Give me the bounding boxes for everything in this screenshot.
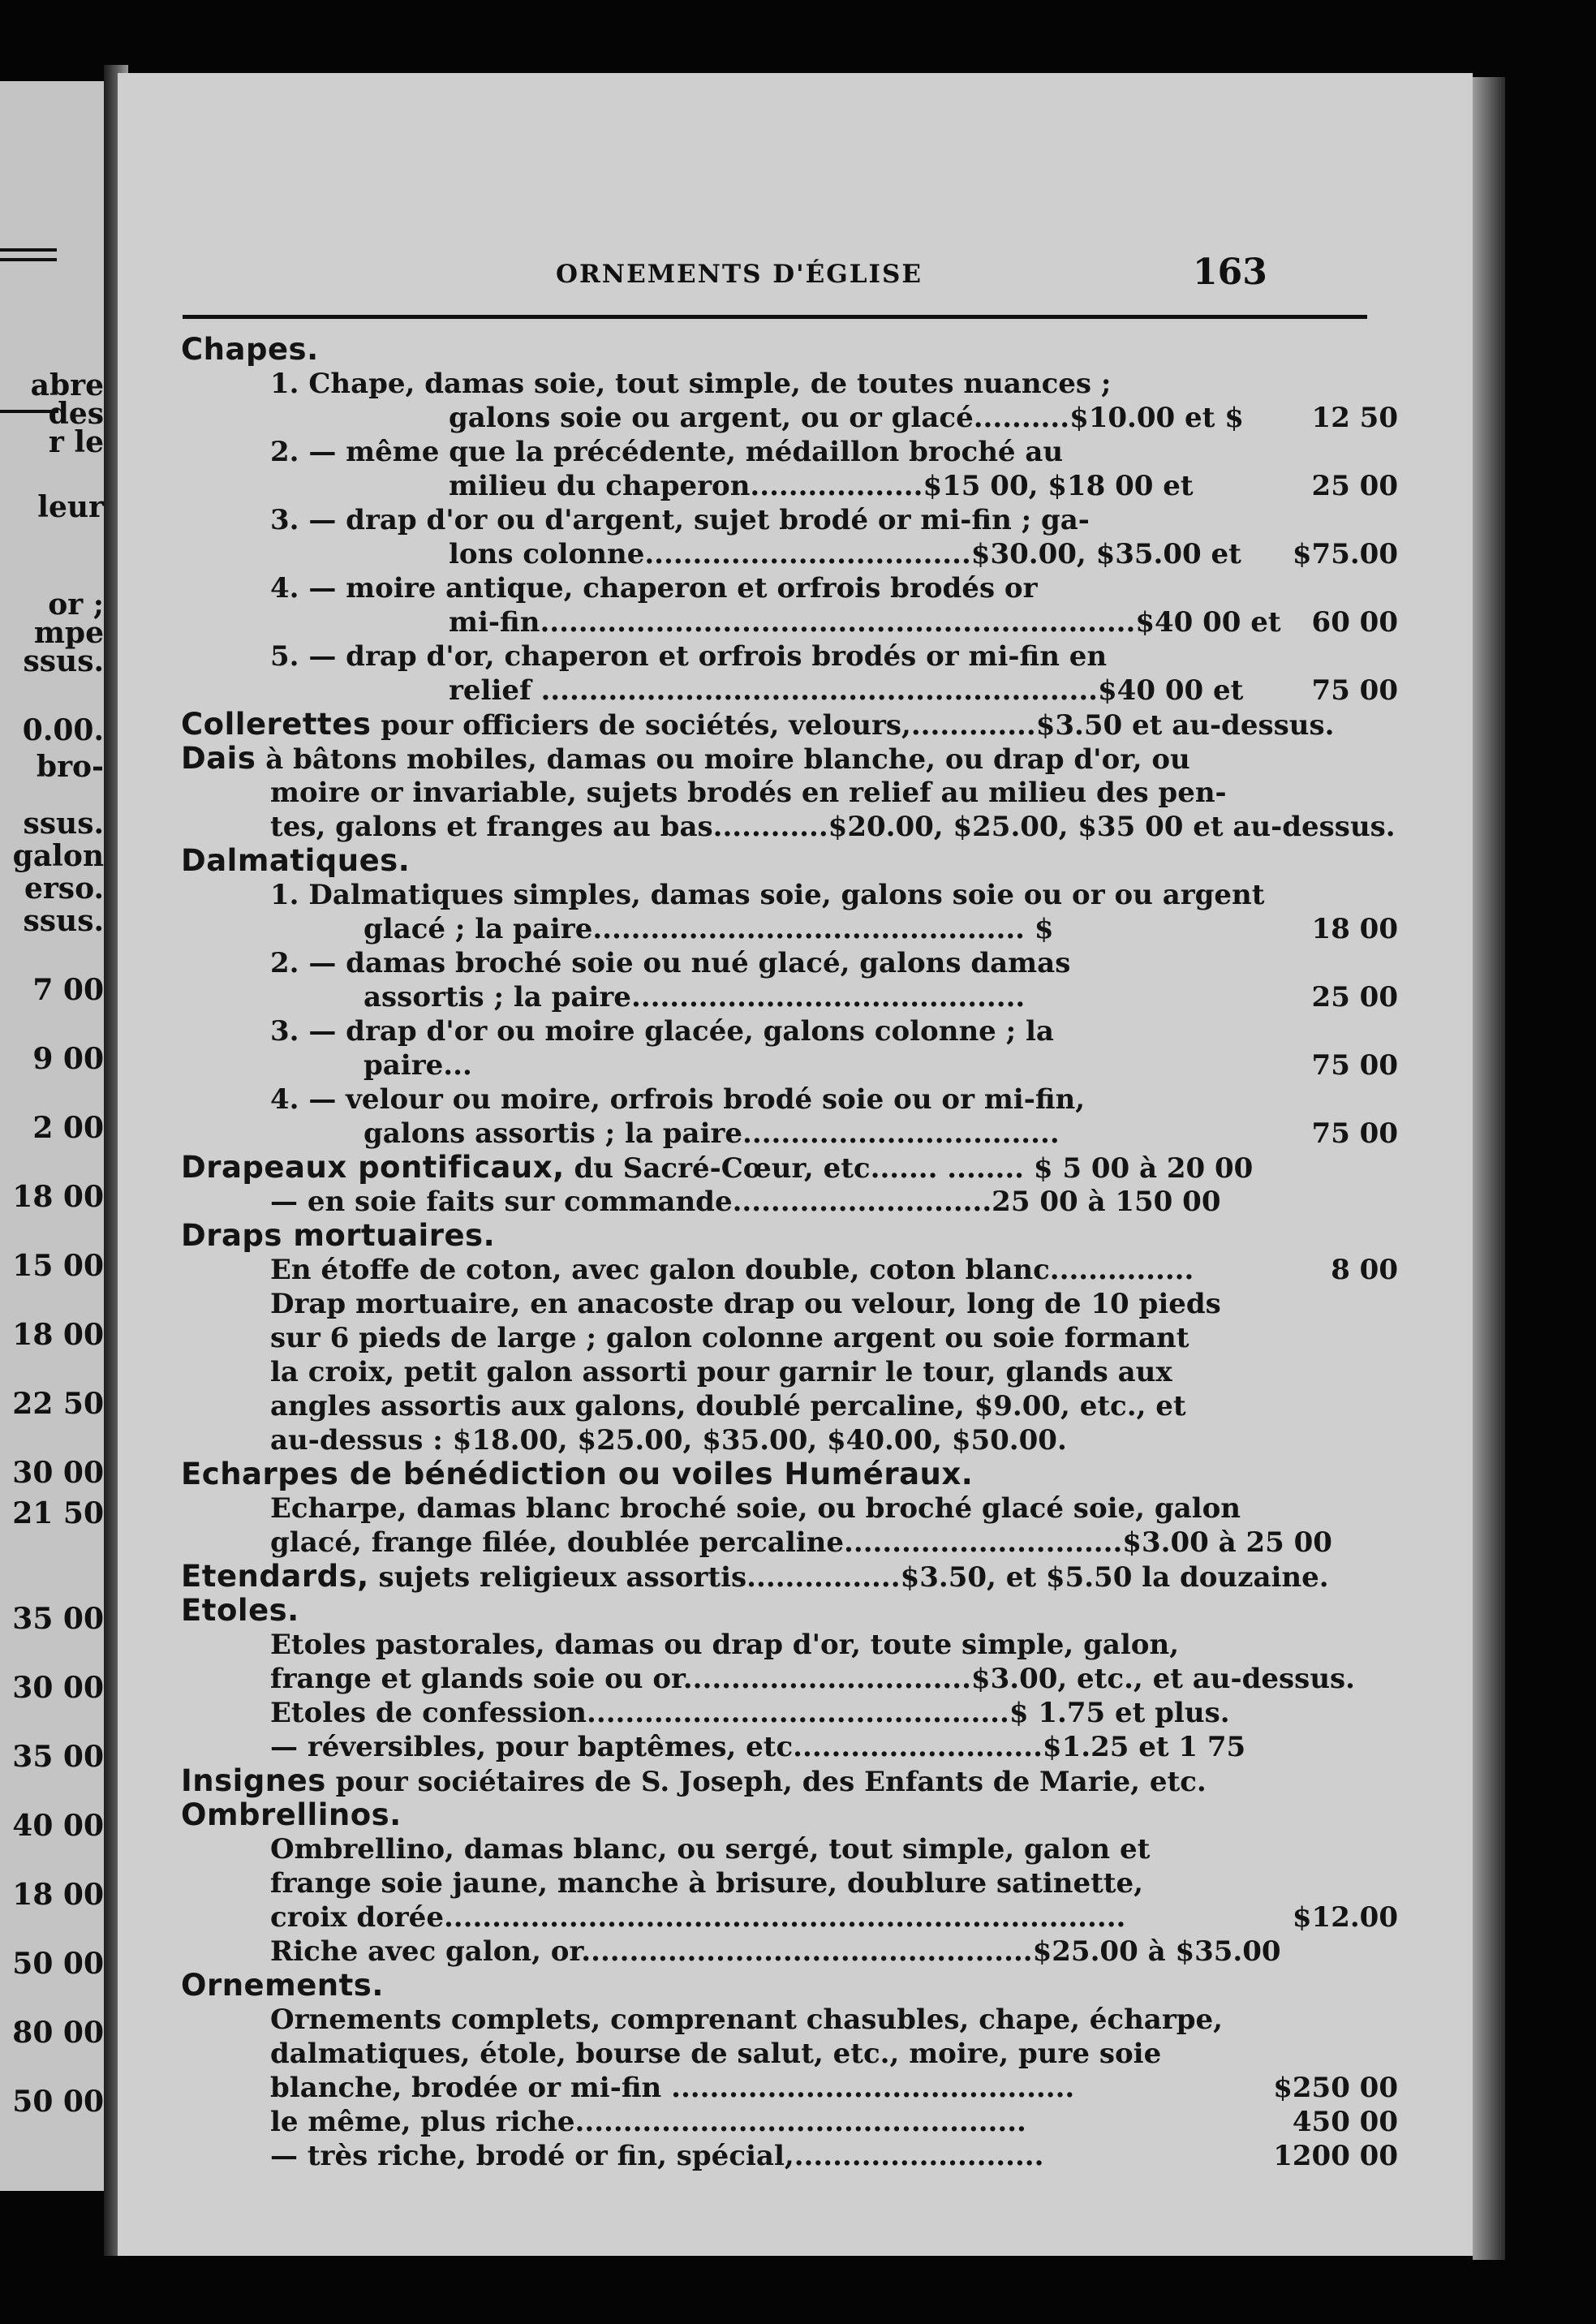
catalog-line: [181, 1491, 1398, 1526]
facing-page-fragment: 2 00: [32, 1111, 104, 1145]
line-text: Etendards, sujets religieux assortis................$3.50, et $5.50 la douzaine.: [181, 1559, 1329, 1594]
catalog-line: [181, 1526, 1398, 1560]
line-text: galons assortis ; la paire.................................: [364, 1117, 1060, 1150]
line-price: 12 50: [1311, 402, 1398, 434]
line-text: tes, galons et franges au bas............$20.00, $25.00, $35 00 et au-dessus.: [270, 811, 1396, 843]
facing-page-fragment: 30 00: [12, 1456, 104, 1490]
catalog-line: [181, 2003, 1398, 2037]
facing-page-fragment: 30 00: [12, 1671, 104, 1705]
book-page: [118, 73, 1473, 2256]
catalog-line: [181, 1185, 1398, 1219]
catalog-line: [181, 1866, 1398, 1900]
line-price: 75 00: [1311, 674, 1398, 707]
line-text: paire...: [364, 1049, 472, 1082]
catalog-entries: [181, 333, 1398, 2173]
line-text: la croix, petit galon assorti pour garnir le tour, glands aux: [270, 1356, 1172, 1388]
line-price: 8 00: [1331, 1254, 1398, 1286]
line-text: assortis ; la paire.........................................: [364, 981, 1026, 1014]
line-price: $12.00: [1292, 1901, 1398, 1934]
facing-page-fragment: or ;: [48, 587, 104, 622]
line-text: Echarpe, damas blanc broché soie, ou broché glacé soie, galon: [270, 1492, 1241, 1525]
facing-page-fragment: 18 00: [12, 1878, 104, 1912]
catalog-line: [181, 1355, 1398, 1389]
facing-page-fragment: 40 00: [12, 1809, 104, 1843]
line-price: 75 00: [1311, 1117, 1398, 1150]
catalog-line: [181, 1832, 1398, 1866]
line-text: mi-fin..............................................................$40 00 et: [449, 606, 1281, 639]
facing-page-rule: [0, 248, 57, 252]
catalog-line: [181, 946, 1398, 980]
line-text: Etoles de confession............................................$ 1.75 et plus.: [270, 1697, 1230, 1729]
section-heading: [181, 1219, 1398, 1253]
line-text: 1. Dalmatiques simples, damas soie, galons soie ou or ou argent: [270, 879, 1265, 911]
line-price: 1200 00: [1273, 2140, 1398, 2172]
catalog-line: [181, 2071, 1398, 2105]
facing-page-fragment: 7 00: [32, 973, 104, 1007]
catalog-line: [181, 1764, 1398, 1798]
catalog-line: [181, 435, 1398, 469]
line-price: $250 00: [1273, 2072, 1398, 2104]
line-text: 3. — drap d'or ou moire glacée, galons colonne ; la: [270, 1015, 1054, 1048]
catalog-line: [181, 639, 1398, 674]
facing-page-fragment: 50 00: [12, 2085, 104, 2119]
page-number: 163: [1193, 252, 1267, 293]
catalog-line: [181, 1117, 1398, 1151]
line-text: glacé ; la paire............................................. $: [364, 913, 1054, 945]
line-text: Drap mortuaire, en anacoste drap ou velour, long de 10 pieds: [270, 1288, 1221, 1320]
catalog-line: [181, 810, 1398, 844]
catalog-line: [181, 1935, 1398, 1969]
line-text: 4. — velour ou moire, orfrois brodé soie ou or mi-fin,: [270, 1083, 1086, 1116]
line-text: croix dorée.......................................................................: [270, 1901, 1126, 1934]
facing-page-fragment: 0.00.: [22, 713, 104, 747]
facing-page-fragment: ssus.: [23, 807, 104, 841]
facing-page-fragment: 80 00: [12, 2016, 104, 2050]
catalog-line: [181, 1628, 1398, 1662]
line-price: 18 00: [1311, 913, 1398, 945]
line-text: relief ..........................................................$40 00 et: [449, 674, 1244, 707]
catalog-line: [181, 674, 1398, 708]
line-text: Etoles pastorales, damas ou drap d'or, toute simple, galon,: [270, 1629, 1180, 1661]
facing-page-fragment: 35 00: [12, 1602, 104, 1636]
line-text: milieu du chaperon..................$15 00, $18 00 et: [449, 470, 1194, 502]
section-heading: [181, 844, 1398, 878]
catalog-line: [181, 1389, 1398, 1423]
line-text: angles assortis aux galons, doublé percaline, $9.00, etc., et: [270, 1390, 1186, 1422]
section-heading: [181, 1457, 1398, 1491]
facing-page-rule: [0, 258, 57, 261]
line-price: $75.00: [1292, 538, 1398, 570]
facing-page-fragment: 18 00: [12, 1318, 104, 1352]
line-text: Ombrellino, damas blanc, ou sergé, tout simple, galon et: [270, 1833, 1151, 1866]
running-head: ORNEMENTS D'ÉGLISE: [556, 260, 923, 289]
catalog-line: [181, 537, 1398, 571]
line-text: Ombrellinos.: [181, 1797, 402, 1832]
line-text: au-dessus : $18.00, $25.00, $35.00, $40.00, $50.00.: [270, 1424, 1067, 1457]
line-text: Etoles.: [181, 1593, 299, 1628]
facing-page-fragment: 35 00: [12, 1740, 104, 1774]
catalog-line: [181, 1696, 1398, 1730]
catalog-line: [181, 2105, 1398, 2139]
facing-page-fragment: 18 00: [12, 1180, 104, 1214]
catalog-line: [181, 367, 1398, 401]
line-text: moire or invariable, sujets brodés en relief au milieu des pen-: [270, 777, 1227, 809]
catalog-line: [181, 469, 1398, 503]
facing-page-fragment: 15 00: [12, 1249, 104, 1283]
line-text: sur 6 pieds de large ; galon colonne argent ou soie formant: [270, 1322, 1189, 1354]
line-text: Draps mortuaires.: [181, 1218, 496, 1253]
facing-page-fragment: ssus.: [23, 644, 104, 678]
line-text: frange et glands soie ou or..............................$3.00, etc., et au-dessus.: [270, 1663, 1356, 1695]
line-price: 75 00: [1311, 1049, 1398, 1082]
line-text: Insignes pour sociétaires de S. Joseph, des Enfants de Marie, etc.: [181, 1763, 1207, 1798]
catalog-line: [181, 980, 1398, 1014]
line-text: 2. — même que la précédente, médaillon broché au: [270, 436, 1064, 468]
catalog-line: [181, 1321, 1398, 1355]
page-edge: [1473, 77, 1505, 2260]
facing-page-fragment: bro-: [36, 750, 104, 784]
catalog-line: [181, 1082, 1398, 1117]
line-text: Drapeaux pontificaux, du Sacré-Cœur, etc....... ........ $ 5 00 à 20 00: [181, 1150, 1254, 1185]
line-text: dalmatiques, étole, bourse de salut, etc., moire, pure soie: [270, 2038, 1162, 2070]
line-text: — réversibles, pour baptêmes, etc..........................$1.25 et 1 75: [270, 1731, 1246, 1763]
header-rule: [183, 315, 1367, 319]
line-text: 1. Chape, damas soie, tout simple, de toutes nuances ;: [270, 368, 1112, 400]
catalog-line: [181, 2037, 1398, 2071]
section-heading: [181, 1969, 1398, 2003]
line-text: 4. — moire antique, chaperon et orfrois brodés or: [270, 572, 1038, 605]
facing-page-fragment: leur: [37, 490, 104, 524]
line-text: — très riche, brodé or fin, spécial,..........................: [270, 2140, 1044, 2172]
line-text: blanche, brodée or mi-fin ..........................................: [270, 2072, 1075, 2104]
line-text: Collerettes pour officiers de sociétés, velours,.............$3.50 et au-dessus.: [181, 707, 1335, 742]
catalog-line: [181, 2139, 1398, 2173]
catalog-line: [181, 503, 1398, 537]
line-text: galons soie ou argent, ou or glacé..........$10.00 et $: [449, 402, 1244, 434]
catalog-line: [181, 1900, 1398, 1935]
facing-page-fragment: 22 50: [12, 1387, 104, 1421]
line-price: 60 00: [1311, 606, 1398, 639]
line-text: lons colonne..................................$30.00, $35.00 et: [449, 538, 1241, 570]
facing-page-fragment: 21 50: [12, 1496, 104, 1530]
catalog-line: [181, 1662, 1398, 1696]
catalog-line: [181, 1287, 1398, 1321]
line-price: 450 00: [1292, 2106, 1398, 2138]
line-text: Dalmatiques.: [181, 843, 411, 878]
facing-page-fragment: abre: [30, 368, 104, 402]
catalog-line: [181, 1048, 1398, 1082]
section-heading: [181, 1798, 1398, 1832]
catalog-line: [181, 1730, 1398, 1764]
catalog-line: [181, 605, 1398, 639]
catalog-line: [181, 1560, 1398, 1594]
line-text: En étoffe de coton, avec galon double, coton blanc...............: [270, 1254, 1194, 1286]
facing-page-fragment: mpe: [33, 616, 104, 650]
catalog-line: [181, 742, 1398, 776]
catalog-line: [181, 1151, 1398, 1185]
catalog-line: [181, 1253, 1398, 1287]
line-text: le même, plus riche...............................................: [270, 2106, 1026, 2138]
line-price: 25 00: [1311, 470, 1398, 502]
line-text: Riche avec galon, or...............................................$25.00 à $35.00: [270, 1935, 1281, 1968]
line-text: Echarpes de bénédiction ou voiles Huméraux.: [181, 1457, 974, 1491]
catalog-line: [181, 776, 1398, 810]
section-heading: [181, 1594, 1398, 1628]
catalog-line: [181, 571, 1398, 605]
line-text: frange soie jaune, manche à brisure, doublure satinette,: [270, 1867, 1143, 1900]
facing-page: [0, 81, 104, 2191]
catalog-line: [181, 912, 1398, 946]
facing-page-fragment: 50 00: [12, 1947, 104, 1981]
facing-page-fragment: erso.: [24, 872, 104, 906]
line-text: — en soie faits sur commande...........................25 00 à 150 00: [270, 1186, 1221, 1218]
line-text: Chapes.: [181, 332, 319, 367]
line-text: Ornements complets, comprenant chasubles, chape, écharpe,: [270, 2003, 1223, 2036]
catalog-line: [181, 1423, 1398, 1457]
line-text: Ornements.: [181, 1968, 384, 2003]
facing-page-fragment: r le: [48, 425, 104, 459]
catalog-line: [181, 1014, 1398, 1048]
facing-page-fragment: des: [48, 397, 104, 431]
line-text: 3. — drap d'or ou d'argent, sujet brodé or mi-fin ; ga-: [270, 504, 1090, 536]
facing-page-fragment: 9 00: [32, 1042, 104, 1076]
line-price: 25 00: [1311, 981, 1398, 1014]
facing-page-fragment: ssus.: [23, 904, 104, 938]
line-text: Dais à bâtons mobiles, damas ou moire blanche, ou drap d'or, ou: [181, 741, 1190, 776]
line-text: 2. — damas broché soie ou nué glacé, galons damas: [270, 947, 1071, 979]
catalog-line: [181, 878, 1398, 912]
section-heading: [181, 333, 1398, 367]
line-text: glacé, frange filée, doublée percaline.............................$3.00 à 25 00: [270, 1526, 1332, 1559]
facing-page-fragment: galon: [12, 839, 104, 873]
line-text: 5. — drap d'or, chaperon et orfrois brodés or mi-fin en: [270, 640, 1108, 673]
catalog-line: [181, 708, 1398, 742]
catalog-line: [181, 401, 1398, 435]
